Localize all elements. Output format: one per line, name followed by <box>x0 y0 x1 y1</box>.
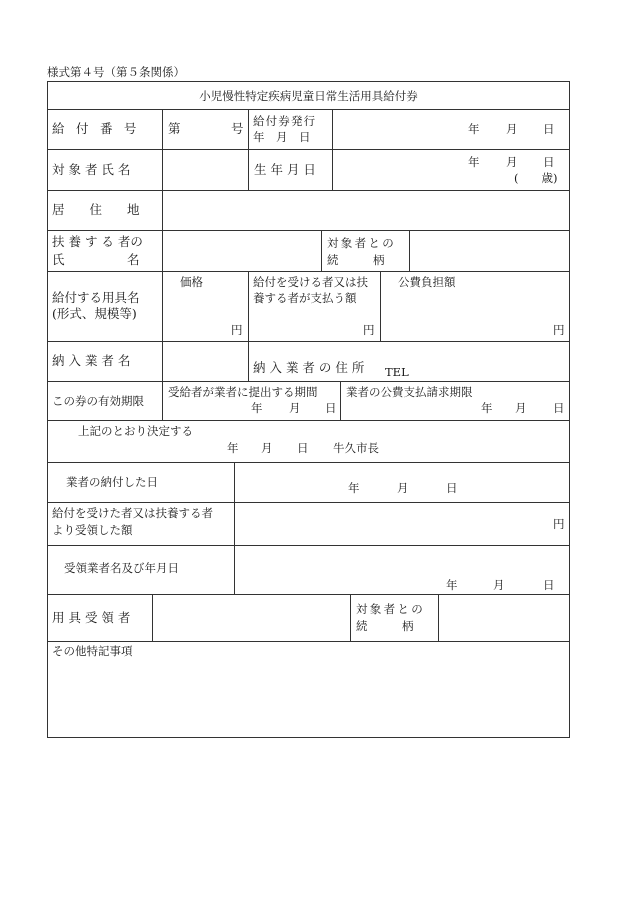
issue-number-dai: 第 <box>168 121 181 136</box>
delivery-day: 日 <box>446 481 458 495</box>
rule <box>47 502 570 503</box>
form-number: 様式第４号（第５条関係） <box>47 65 185 79</box>
vendor-address-label: 納 入 業 者 の 住 所 <box>253 360 365 375</box>
issue-date-year: 年 <box>468 122 480 136</box>
relationship-label-line1: 対象者との <box>327 236 396 250</box>
claim-year: 年 <box>481 401 493 415</box>
rule <box>152 594 153 641</box>
decision-text: 上記のとおり決定する <box>78 424 193 438</box>
birth-date-day: 日 <box>543 155 555 169</box>
delivery-month: 月 <box>397 481 409 495</box>
rule <box>47 641 570 642</box>
vendor-name-label: 納 入 業 者 名 <box>52 353 131 368</box>
relationship-label-line2: 続 柄 <box>327 253 385 267</box>
receiver-year: 年 <box>446 578 458 592</box>
rule <box>438 594 439 641</box>
delivery-year: 年 <box>348 481 360 495</box>
equipment-label-line2: (形式、規模等) <box>52 306 137 321</box>
birth-date-year: 年 <box>468 155 480 169</box>
received-amount-unit: 円 <box>553 517 565 531</box>
birth-date-age: ( 歳) <box>514 171 558 185</box>
rule <box>47 594 570 595</box>
remarks-label: その他特記事項 <box>52 644 133 658</box>
payer-unit: 円 <box>363 323 375 337</box>
claim-day: 日 <box>553 401 565 415</box>
public-label: 公費負担額 <box>398 275 456 289</box>
birth-date-label: 生 年 月 日 <box>254 162 316 177</box>
form-title: 小児慢性特定疾病児童日常生活用具給付券 <box>199 89 418 103</box>
issue-number-go: 号 <box>231 121 244 136</box>
received-amount-label-line2: より受領した額 <box>52 523 133 537</box>
receiver-day: 日 <box>543 578 555 592</box>
rule <box>47 190 570 191</box>
rule <box>162 109 163 271</box>
payer-label-line2: 養する者が支払う額 <box>253 291 357 305</box>
rule <box>47 230 570 231</box>
submit-day: 日 <box>325 401 337 415</box>
rule <box>332 109 333 190</box>
issue-date-label-line1: 給付券発行 <box>253 114 317 128</box>
rule <box>47 462 570 463</box>
rule <box>321 230 322 271</box>
price-unit: 円 <box>231 323 243 337</box>
rule <box>47 149 570 150</box>
received-amount-label-line1: 給付を受けた者又は扶養する者 <box>52 506 213 520</box>
rule <box>47 420 570 421</box>
price-label: 価格 <box>180 275 203 289</box>
equipment-label-line1: 給付する用具名 <box>52 290 140 305</box>
receiver-rel-label-line1: 対象者との <box>356 602 425 616</box>
rule <box>234 462 235 594</box>
rule <box>47 271 570 272</box>
rule <box>248 109 249 190</box>
rule <box>47 381 570 382</box>
residence-label: 居 住 地 <box>52 202 140 217</box>
payer-label-line1: 給付を受ける者又は扶 <box>253 275 368 289</box>
issue-date-day: 日 <box>543 122 555 136</box>
vendor-tel: TEL <box>385 365 409 379</box>
decision-month: 月 <box>261 441 273 455</box>
submit-month: 月 <box>289 401 301 415</box>
submit-year: 年 <box>251 401 263 415</box>
rule <box>340 381 341 420</box>
rule <box>409 230 410 271</box>
guardian-label-line2: 氏 名 <box>52 252 140 267</box>
rule <box>47 109 570 110</box>
claim-month: 月 <box>515 401 527 415</box>
validity-label: この券の有効期限 <box>52 394 144 408</box>
receiver-month: 月 <box>493 578 505 592</box>
delivery-date-label: 業者の納付した日 <box>66 475 158 489</box>
issue-date-label-line2: 年 月 日 <box>253 130 311 144</box>
equipment-receiver-label: 用 具 受 領 者 <box>52 610 131 625</box>
rule <box>350 594 351 641</box>
claim-deadline-label: 業者の公費支払請求期限 <box>346 385 473 399</box>
rule <box>248 271 249 381</box>
subject-name-label: 対 象 者 氏 名 <box>52 162 131 177</box>
birth-date-month: 月 <box>506 155 518 169</box>
rule <box>47 341 570 342</box>
receiver-rel-label-line2: 続 柄 <box>356 619 414 633</box>
rule <box>162 271 163 420</box>
decision-year: 年 <box>227 441 239 455</box>
decision-mayor: 牛久市長 <box>333 441 379 455</box>
issue-date-month: 月 <box>506 122 518 136</box>
rule <box>47 545 570 546</box>
decision-day: 日 <box>297 441 309 455</box>
submit-period-label: 受給者が業者に提出する期間 <box>168 385 318 399</box>
issue-number-label: 給 付 番 号 <box>52 121 141 136</box>
rule <box>380 271 381 341</box>
guardian-label-line1: 扶 養 す る 者の <box>52 234 143 249</box>
receiver-vendor-label: 受領業者名及び年月日 <box>64 561 179 575</box>
public-unit: 円 <box>553 323 565 337</box>
